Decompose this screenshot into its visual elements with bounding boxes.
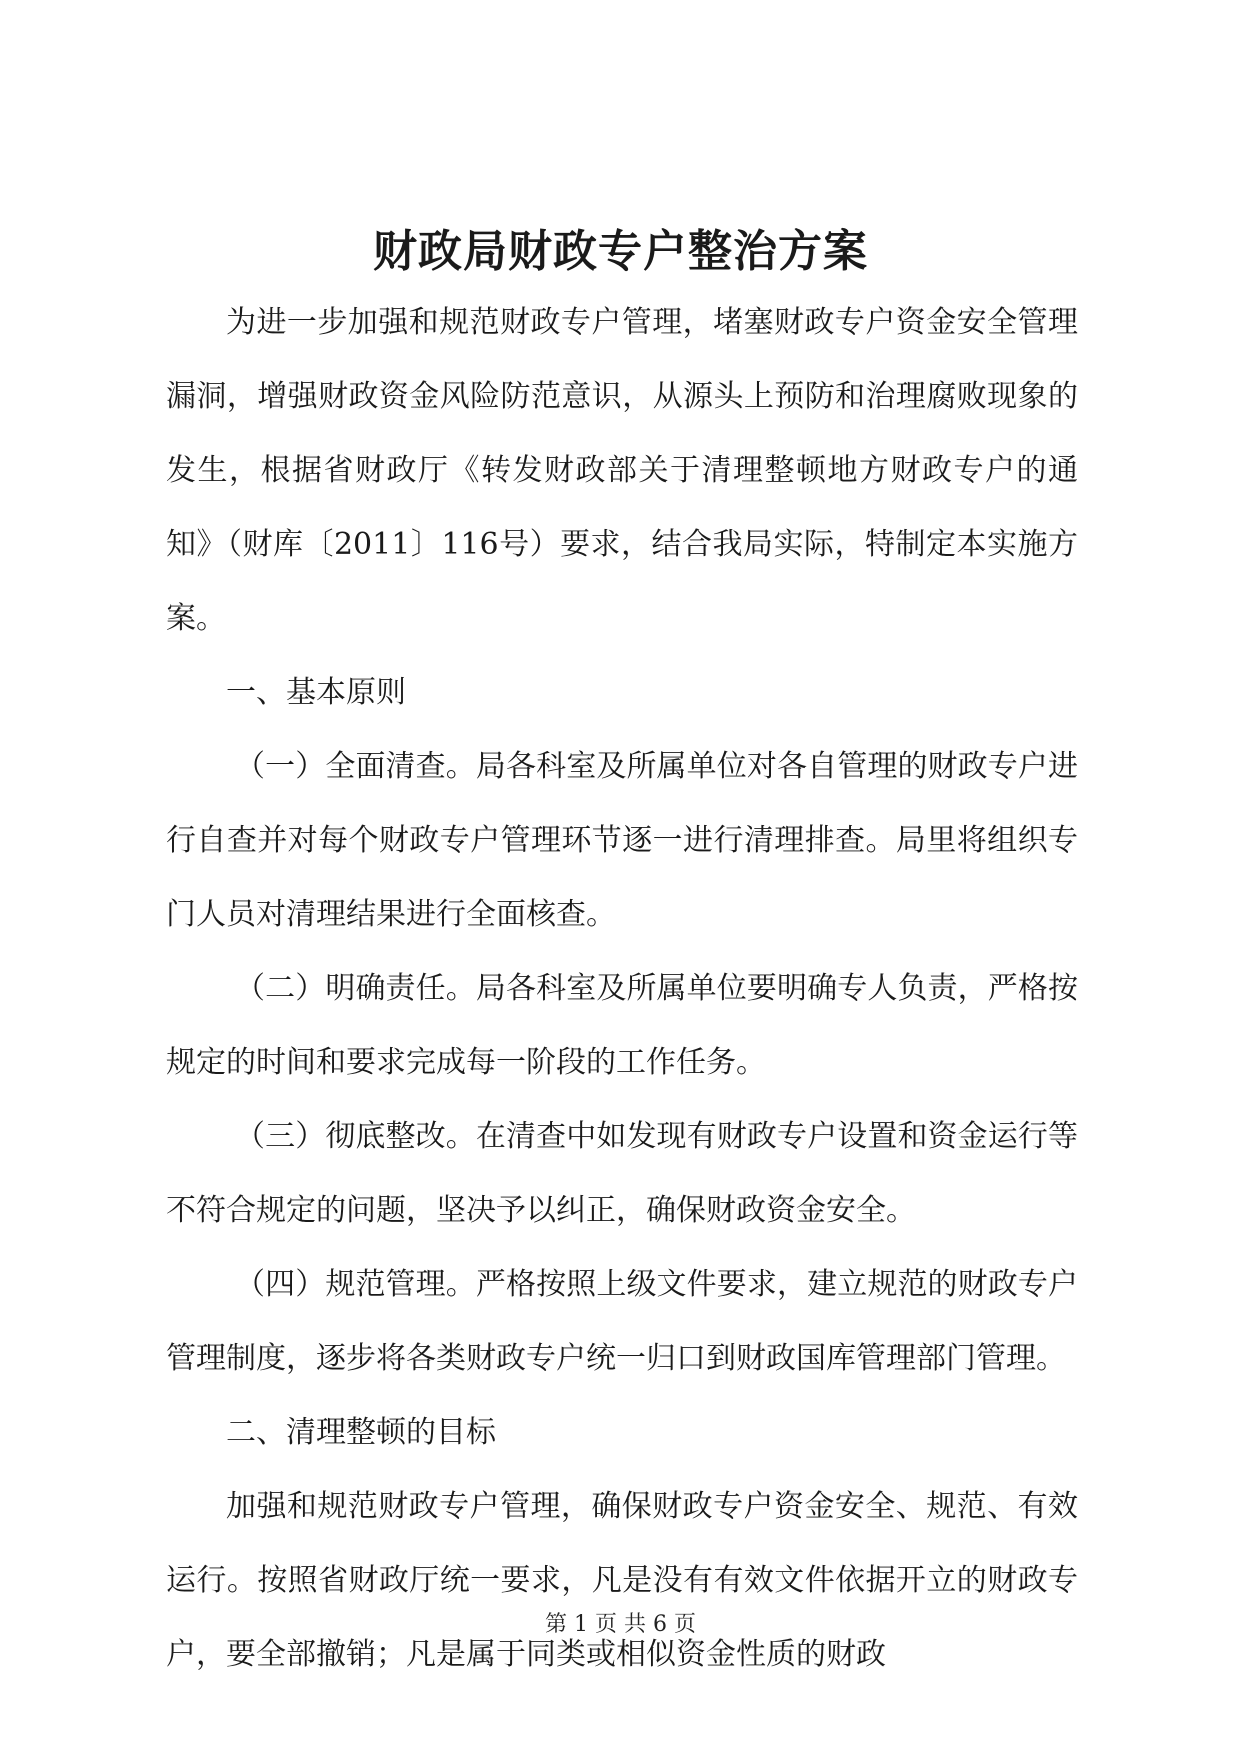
- principle-paragraph-1: （一）全面清查。局各科室及所属单位对各自管理的财政专户进行自查并对每个财政专户管理环节逐一进行清理排查。局里将组织专门人员对清理结果进行全面核查。: [166, 749, 1078, 932]
- intro-paragraph: 为进一步加强和规范财政专户管理，堵塞财政专户资金安全管理漏洞，增强财政资金风险防范意识，从源头上预防和治理腐败现象的发生，根据省财政厅《转发财政部关于清理整顿地方财政专户的通知》（财库〔2011〕116号）要求，结合我局实际，特制定本实施方案。: [166, 305, 1078, 636]
- section-heading-principles: 一、基本原则: [226, 675, 406, 710]
- section-heading-goals: 二、清理整顿的目标: [226, 1415, 496, 1450]
- document-body: [166, 286, 1078, 1692]
- page-footer: 第 1 页 共 6 页: [545, 1612, 696, 1637]
- principle-paragraph-3: （三）彻底整改。在清查中如发现有财政专户设置和资金运行等不符合规定的问题，坚决予以纠正，确保财政资金安全。: [166, 1119, 1078, 1228]
- principle-paragraph-4: （四）规范管理。严格按照上级文件要求，建立规范的财政专户管理制度，逐步将各类财政专户统一归口到财政国库管理部门管理。: [166, 1267, 1078, 1376]
- document-title: 财政局财政专户整治方案: [373, 226, 868, 277]
- goals-paragraph: 加强和规范财政专户管理，确保财政专户资金安全、规范、有效运行。按照省财政厅统一要求，凡是没有有效文件依据开立的财政专户，要全部撤销；凡是属于同类或相似资金性质的财政: [166, 1489, 1078, 1672]
- principle-paragraph-2: （二）明确责任。局各科室及所属单位要明确专人负责，严格按规定的时间和要求完成每一阶段的工作任务。: [166, 971, 1078, 1080]
